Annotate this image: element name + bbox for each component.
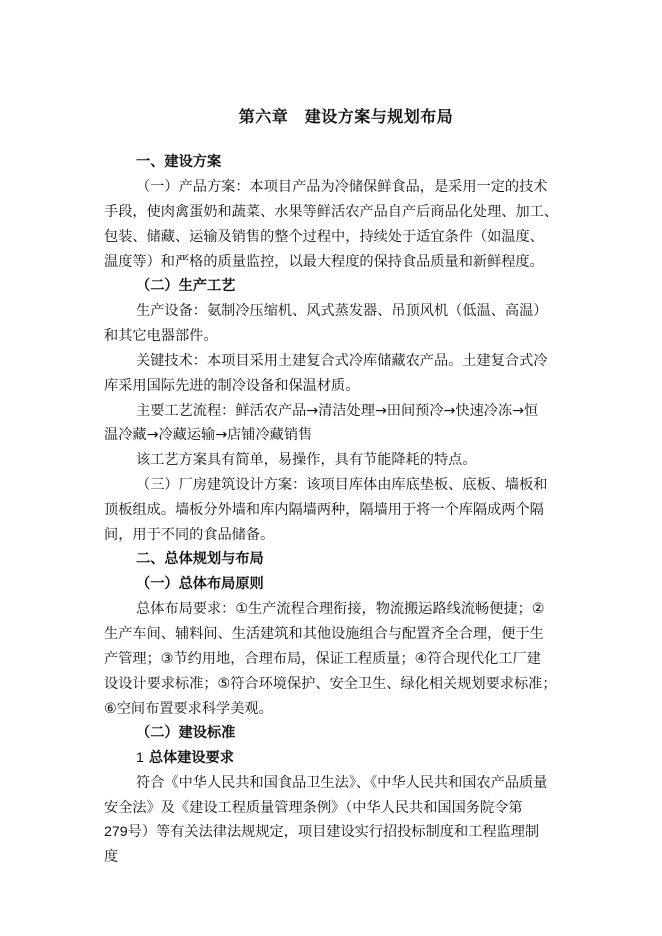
paragraph-line — [104, 822, 604, 842]
paragraph-line: 顶板组成。墙板分外墙和库内隔墙两种，隔墙用于将一个库隔成两个隔 — [104, 502, 544, 518]
subsection-heading-layout-principles: （一）总体布局原则 — [136, 576, 264, 592]
paragraph-line: 主要工艺流程：鲜活农产品→清洁处理→田间预冷→快速冷冻→恒 — [136, 403, 539, 419]
paragraph-line: 设设计要求标准；⑤符合环境保护、安全卫生、绿化相关规划要求标准； — [104, 676, 557, 692]
paragraph-line: 生产车间、辅料间、生活建筑和其他设施组合与配置齐全合理，便于生 — [104, 626, 544, 642]
paragraph-line: 符合《中华人民共和国食品卫生法》、《中华人民共和国农产品质量 — [136, 775, 548, 791]
paragraph-line: 温度等）和严格的质量监控，以最大程度的保持食品质量和新鲜程度。 — [104, 254, 544, 270]
heading-text: 总体建设要求 — [148, 750, 234, 766]
paragraph-line: 关键技术：本项目采用土建复合式冷库储藏农产品。土建复合式冷 — [136, 353, 548, 369]
section-heading-construction-plan: 一、建设方案 — [136, 154, 222, 170]
paragraph-line: （三）厂房建筑设计方案：该项目库体由库底垫板、底板、墙板和 — [136, 477, 548, 493]
paragraph-line: 安全法》及《建设工程质量管理条例》（中华人民共和国国务院令第 — [104, 800, 523, 816]
chapter-title: 第六章 建设方案与规划布局 — [238, 107, 454, 126]
section-heading-overall-planning: 二、总体规划与布局 — [136, 551, 264, 567]
paragraph-line: 包装、储藏、运输及销售的整个过程中，持续处于适宜条件（如温度、 — [104, 229, 544, 245]
paragraph-line: 度 — [104, 849, 119, 865]
paragraph-line: （一）产品方案：本项目产品为冷储保鲜食品，是采用一定的技术 — [136, 179, 548, 195]
subsection-heading-construction-standards: （二）建设标准 — [136, 725, 236, 741]
paragraph-line: 温冷藏→冷藏运输→店铺冷藏销售 — [104, 427, 313, 443]
paragraph-line: ⑥空间布置要求科学美观。 — [104, 701, 273, 717]
paragraph-line: 手段，使肉禽蛋奶和蔬菜、水果等鲜活农产品自产后商品化处理、加工、 — [104, 204, 559, 220]
decree-number: 279 — [104, 824, 128, 840]
paragraph-line: 间，用于不同的食品储备。 — [104, 527, 275, 543]
paragraph-line: 总体布局要求：①生产流程合理衔接，物流搬运路线流畅便捷；② — [136, 601, 545, 617]
numbered-heading — [136, 748, 636, 768]
paragraph-line: 生产设备：氨制冷压缩机、风式蒸发器、吊顶风机（低温、高温） — [136, 303, 548, 319]
decree-line-text: 号）等有关法律法规规定，项目建设实行招投标制度和工程监理制 — [127, 824, 540, 840]
paragraph-line: 该工艺方案具有简单，易操作，具有节能降耗的特点。 — [136, 452, 477, 468]
paragraph-line: 产管理；③节约用地，合理布局，保证工程质量；④符合现代化工厂建 — [104, 651, 541, 667]
heading-number: 1 — [136, 750, 144, 766]
paragraph-line: 库采用国际先进的制冷设备和保温材质。 — [104, 378, 360, 394]
subsection-heading-production-process: （二）生产工艺 — [136, 278, 236, 294]
paragraph-line: 和其它电器部件。 — [104, 328, 218, 344]
